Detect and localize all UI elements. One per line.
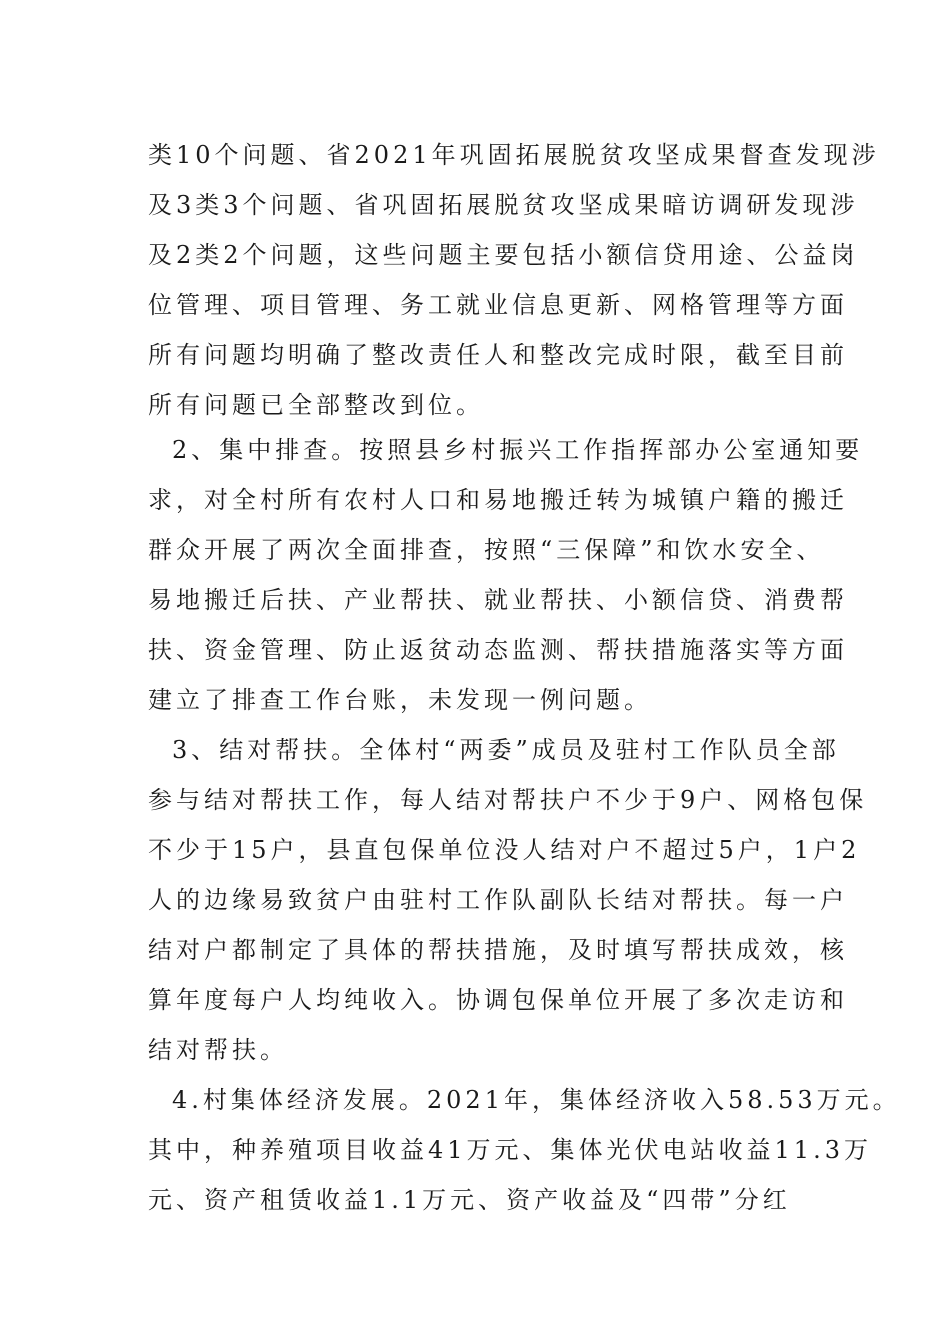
text-line: 及3类3个问题、省巩固拓展脱贫攻坚成果暗访调研发现涉 bbox=[148, 191, 859, 219]
text-line: 4.村集体经济发展。2021年，集体经济收入58.53万元。 bbox=[172, 1086, 901, 1114]
text-line: 结对帮扶。 bbox=[148, 1036, 288, 1064]
text-line: 元、资产租赁收益1.1万元、资产收益及“四带”分红 bbox=[148, 1186, 791, 1214]
text-line: 其中，种养殖项目收益41万元、集体光伏电站收益11.3万 bbox=[148, 1136, 872, 1164]
text-line: 所有问题已全部整改到位。 bbox=[148, 391, 484, 419]
text-line: 算年度每户人均纯收入。协调包保单位开展了多次走访和 bbox=[148, 986, 848, 1014]
text-line: 建立了排查工作台账，未发现一例问题。 bbox=[148, 686, 652, 714]
text-line: 求，对全村所有农村人口和易地搬迁转为城镇户籍的搬迁 bbox=[148, 486, 848, 514]
text-line: 3、结对帮扶。全体村“两委”成员及驻村工作队员全部 bbox=[172, 736, 840, 764]
text-line: 结对户都制定了具体的帮扶措施，及时填写帮扶成效，核 bbox=[148, 936, 848, 964]
text-line: 不少于15户，县直包保单位没人结对户不超过5户，1户2 bbox=[148, 836, 861, 864]
text-line: 参与结对帮扶工作，每人结对帮扶户不少于9户、网格包保 bbox=[148, 786, 868, 814]
text-line: 位管理、项目管理、务工就业信息更新、网格管理等方面 bbox=[148, 291, 848, 319]
text-line: 2、集中排查。按照县乡村振兴工作指挥部办公室通知要 bbox=[172, 436, 864, 464]
text-line: 群众开展了两次全面排查，按照“三保障”和饮水安全、 bbox=[148, 536, 825, 564]
text-line: 类10个问题、省2021年巩固拓展脱贫攻坚成果督查发现涉 bbox=[148, 141, 880, 169]
text-line: 所有问题均明确了整改责任人和整改完成时限，截至目前 bbox=[148, 341, 848, 369]
text-line: 易地搬迁后扶、产业帮扶、就业帮扶、小额信贷、消费帮 bbox=[148, 586, 848, 614]
text-line: 及2类2个问题，这些问题主要包括小额信贷用途、公益岗 bbox=[148, 241, 859, 269]
text-line: 扶、资金管理、防止返贫动态监测、帮扶措施落实等方面 bbox=[148, 636, 848, 664]
text-line: 人的边缘易致贫户由驻村工作队副队长结对帮扶。每一户 bbox=[148, 886, 848, 914]
